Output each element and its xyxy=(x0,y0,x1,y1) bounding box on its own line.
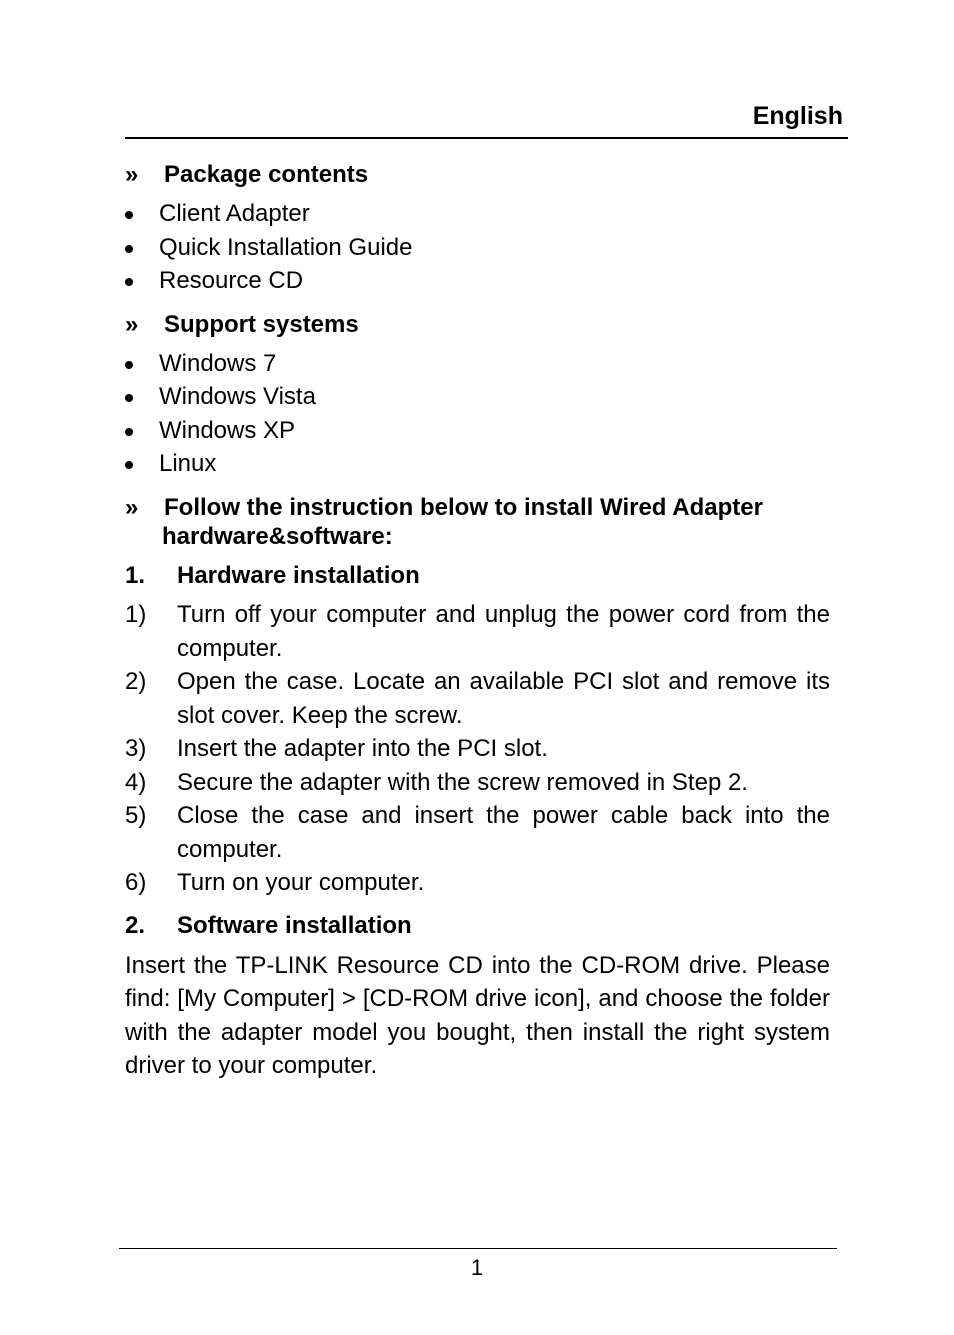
list-item-text: Quick Installation Guide xyxy=(159,234,413,261)
step-number: 4) xyxy=(125,769,147,796)
list-item-text: Windows 7 xyxy=(159,350,277,377)
header-rule xyxy=(125,137,848,139)
step-text: Turn on your computer. xyxy=(177,869,425,896)
step-text: Insert the adapter into the PCI slot. xyxy=(177,735,548,762)
footer-rule xyxy=(119,1248,837,1249)
section-title: Package contents xyxy=(164,161,369,188)
header-language: English xyxy=(752,102,843,130)
list-item-text: Client Adapter xyxy=(159,200,310,227)
step-number: 2) xyxy=(125,668,147,695)
list-item-text: Windows Vista xyxy=(159,383,316,410)
section-marker: » xyxy=(125,161,139,188)
page-number: 1 xyxy=(470,1255,484,1280)
step-text: Secure the adapter with the screw removed in Step 2. xyxy=(177,769,748,796)
heading-number: 2. xyxy=(125,912,146,939)
bullet-icon xyxy=(125,278,133,286)
section-marker: » xyxy=(125,494,139,521)
bullet-icon xyxy=(125,461,133,469)
section-title: Support systems xyxy=(164,311,359,338)
section-title-line2: hardware&software: xyxy=(162,523,393,550)
step-number: 3) xyxy=(125,735,147,762)
bullet-icon xyxy=(125,361,133,369)
step-number: 5) xyxy=(125,802,147,829)
step-number: 6) xyxy=(125,869,147,896)
list-item-text: Resource CD xyxy=(159,267,304,294)
software-instructions-paragraph: Insert the TP-LINK Resource CD into the CD-ROM drive. Please find: [My Computer] > [CD-ROM drive icon], and choose the folder with the adapter model you bought, then install the right system driver to your computer. xyxy=(125,952,830,1080)
heading-number: 1. xyxy=(125,562,146,589)
heading-title: Software installation xyxy=(177,912,412,939)
heading-title: Hardware installation xyxy=(177,562,420,589)
section-marker: » xyxy=(125,311,139,338)
bullet-icon xyxy=(125,211,133,219)
list-item-text: Windows XP xyxy=(159,417,296,444)
bullet-icon xyxy=(125,245,133,253)
step-number: 1) xyxy=(125,601,147,628)
step-text: Open the case. Locate an available PCI slot and remove its slot cover. Keep the screw. xyxy=(177,668,830,729)
list-item-text: Linux xyxy=(159,450,217,477)
bullet-icon xyxy=(125,394,133,402)
bullet-icon xyxy=(125,428,133,436)
step-text: Turn off your computer and unplug the power cord from the computer. xyxy=(177,601,830,662)
section-title-line1: Follow the instruction below to install Wired Adapter xyxy=(164,494,763,521)
step-text: Close the case and insert the power cable back into the computer. xyxy=(177,802,830,863)
